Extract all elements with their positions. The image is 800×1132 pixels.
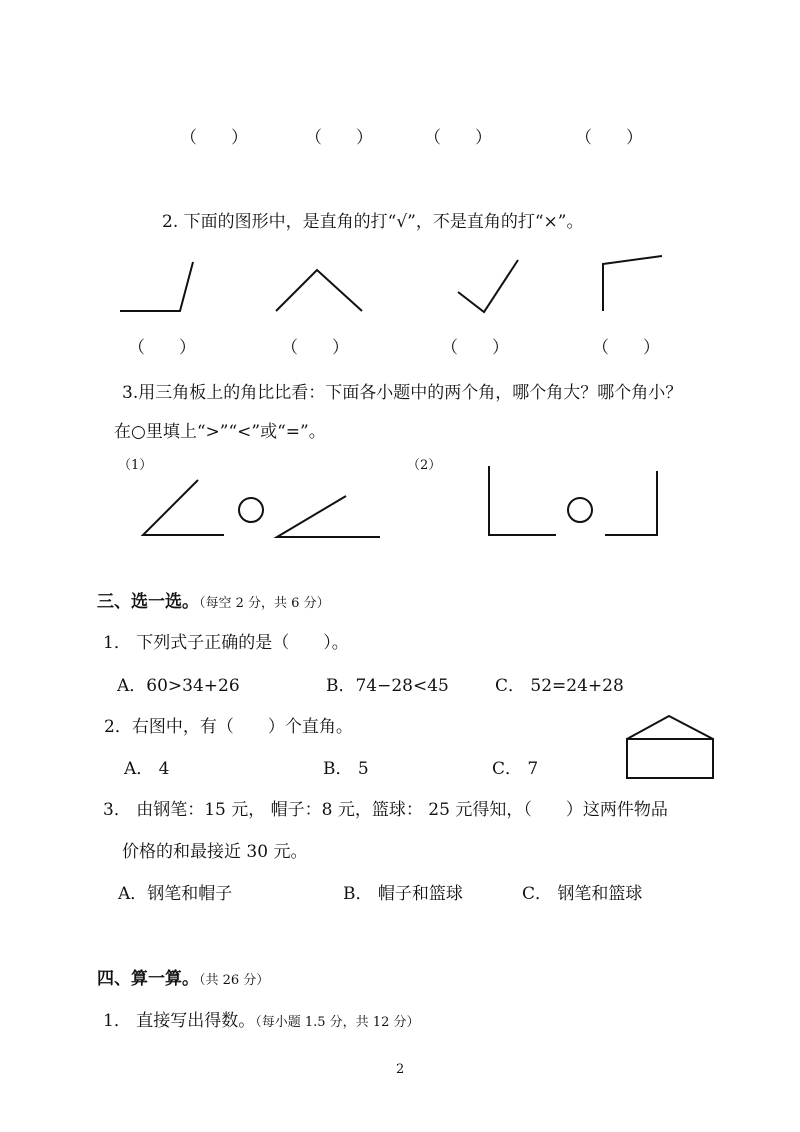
answer-paren-top-1: （ ） bbox=[180, 128, 248, 148]
answer-paren-top-3: （ ） bbox=[424, 128, 492, 148]
q3-line-1: 3.用三角板上的角比比看：下面各小题中的两个角，哪个角大？哪个角小？ bbox=[122, 383, 683, 403]
s3-q2-option-a: A． 4 bbox=[124, 759, 170, 779]
s4-q1-note: （每小题 1.5 分，共 12 分） bbox=[255, 1015, 420, 1030]
q2-answer-paren-4: （ ） bbox=[592, 338, 660, 358]
q2-angle-1 bbox=[120, 262, 193, 311]
answer-paren-top-4: （ ） bbox=[575, 128, 643, 148]
q3-1-left-angle bbox=[143, 480, 224, 535]
s3-q2-option-b: B． 5 bbox=[323, 759, 369, 779]
s3-q3-option-b: B． 帽子和篮球 bbox=[343, 884, 463, 904]
s3-q3-option-a: A．钢笔和帽子 bbox=[118, 884, 233, 904]
answer-paren-top-2: （ ） bbox=[305, 128, 373, 148]
q3-2-compare-circle bbox=[568, 498, 592, 522]
s3-q3-line-2: 价格的和最接近 30 元。 bbox=[122, 842, 308, 862]
q2-text: 2. 下面的图形中，是直角的打“√”，不是直角的打“×”。 bbox=[162, 212, 584, 232]
section-3-title: 三、选一选。 bbox=[97, 592, 199, 612]
house-figure-body bbox=[627, 739, 713, 778]
section-3-note: （每空 2 分，共 6 分） bbox=[199, 596, 330, 611]
section-4-title: 四、算一算。 bbox=[97, 969, 199, 989]
q2-angle-2 bbox=[276, 270, 362, 311]
q2-answer-paren-3: （ ） bbox=[441, 338, 509, 358]
page-number: 2 bbox=[396, 1062, 405, 1077]
s3-q2-option-c: C． 7 bbox=[492, 759, 539, 779]
s3-q1-text: 1． 下列式子正确的是（ ）。 bbox=[103, 633, 349, 653]
q3-line-2: 在○里填上“>”“<”或“=”。 bbox=[114, 422, 326, 442]
q2-angle-3 bbox=[458, 260, 518, 312]
section-4-note: （共 26 分） bbox=[199, 973, 270, 988]
s3-q1-option-c: C． 52=24+28 bbox=[495, 676, 624, 696]
section-4-heading bbox=[97, 971, 269, 988]
section-3-heading bbox=[97, 594, 330, 611]
s3-q3-option-c: C． 钢笔和篮球 bbox=[522, 884, 643, 904]
house-figure-roof bbox=[627, 716, 713, 739]
q3-label-2: （2） bbox=[407, 458, 442, 473]
s4-q1 bbox=[103, 1013, 419, 1030]
q3-2-left-angle bbox=[489, 466, 556, 535]
s4-q1-text: 1． 直接写出得数。 bbox=[103, 1011, 256, 1031]
s3-q1-option-a: A．60>34+26 bbox=[117, 676, 240, 696]
q3-1-right-angle bbox=[277, 496, 380, 537]
q2-answer-paren-1: （ ） bbox=[128, 338, 196, 358]
s3-q2-text: 2．右图中，有（ ）个直角。 bbox=[104, 717, 353, 737]
s3-q3-line-1: 3． 由钢笔：15 元， 帽子：8 元，篮球： 25 元得知，（ ）这两件物品 bbox=[103, 800, 668, 820]
q3-2-right-angle bbox=[605, 471, 657, 535]
q3-label-1: （1） bbox=[118, 458, 153, 473]
q2-answer-paren-2: （ ） bbox=[281, 338, 349, 358]
s3-q1-option-b: B．74−28<45 bbox=[326, 676, 449, 696]
q3-1-compare-circle bbox=[239, 498, 263, 522]
q2-angle-4 bbox=[603, 256, 662, 311]
